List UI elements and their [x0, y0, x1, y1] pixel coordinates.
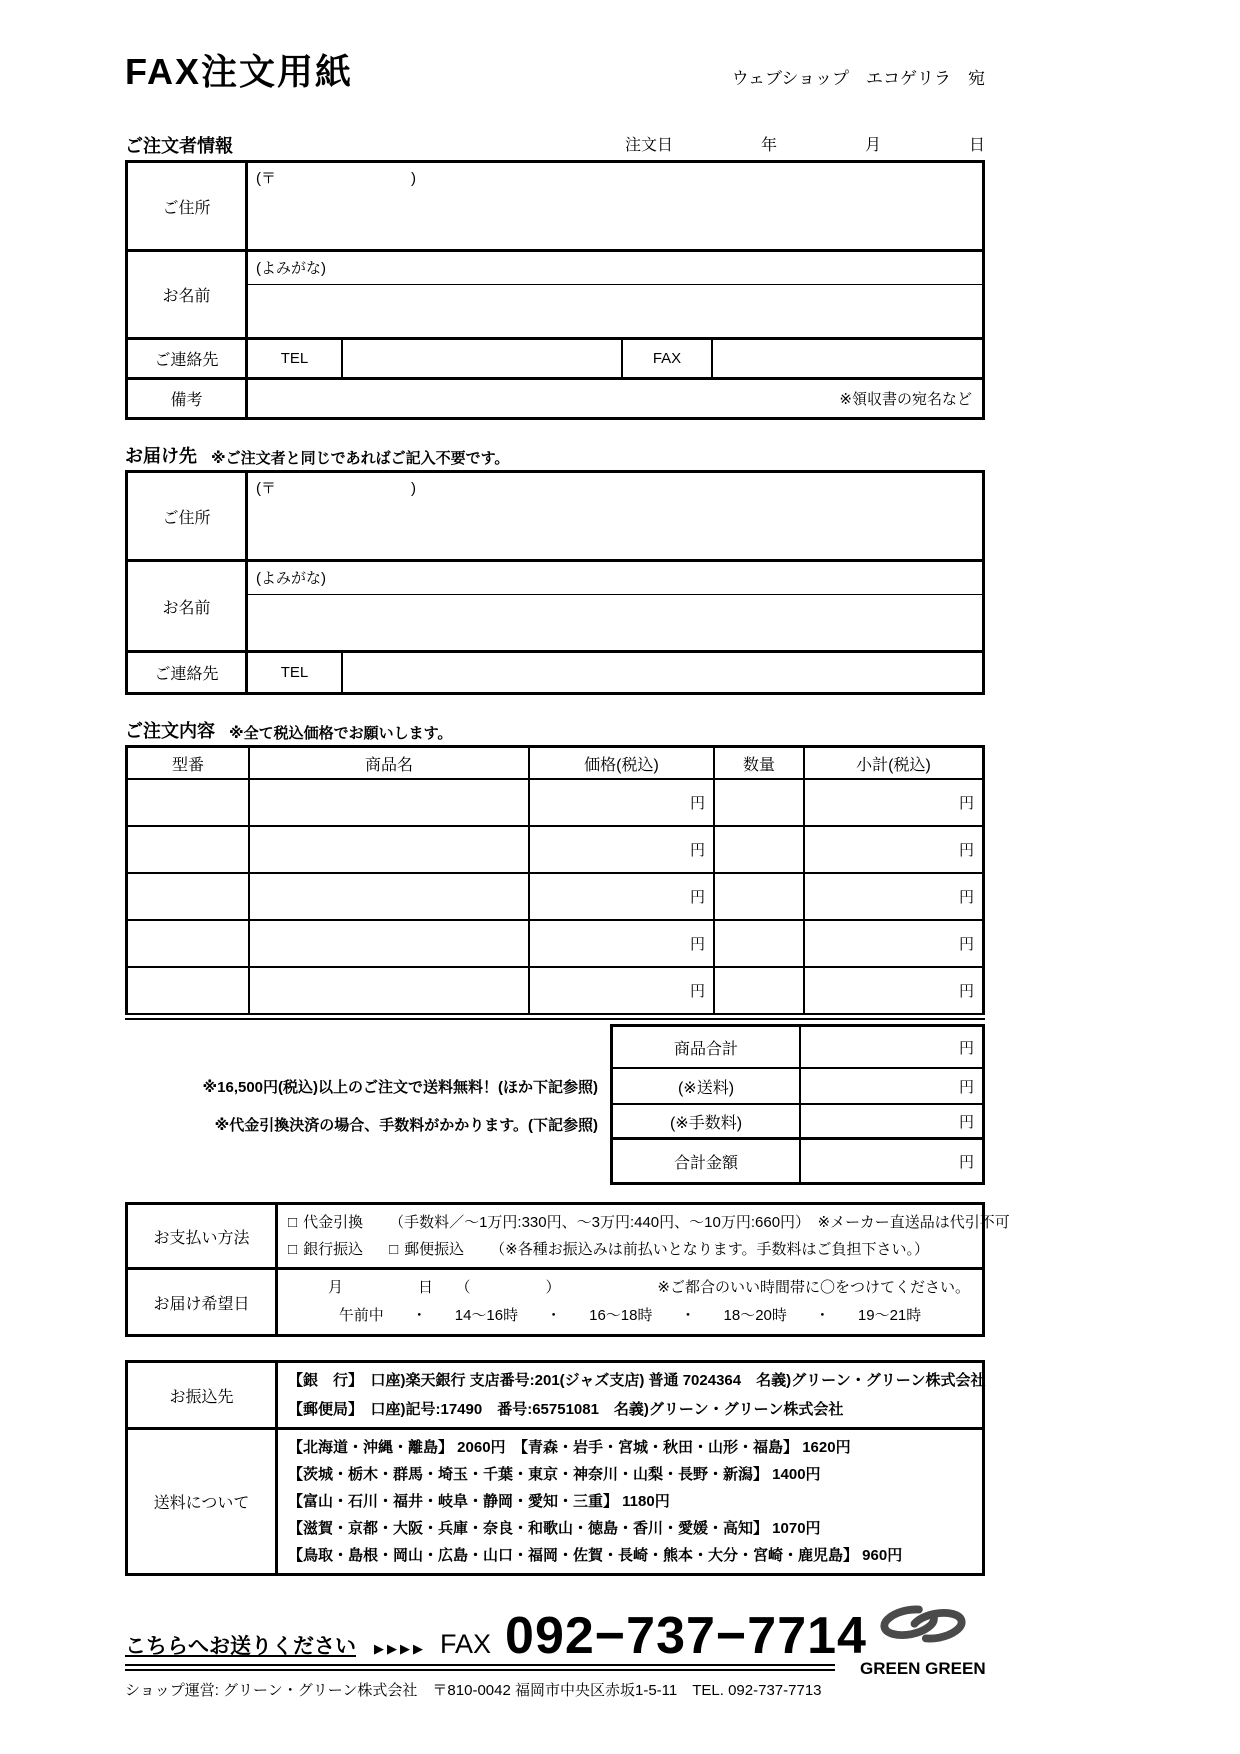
day-label: 日: [968, 137, 985, 154]
handling-fee-input[interactable]: [801, 1105, 982, 1137]
time-slot-option[interactable]: 18～20時: [723, 1307, 787, 1324]
delivery-date-input[interactable]: 月 日 （ ）: [328, 1279, 561, 1296]
column-header-model: 型番: [171, 756, 204, 774]
item-subtotal-input[interactable]: [803, 921, 982, 966]
slot-separator: ・: [814, 1307, 830, 1324]
delivery-section-header: [125, 442, 985, 468]
shipping-cost-line: 【富山・石川・福井・岐阜・静岡・愛知・三重】 1180円: [288, 1493, 670, 1510]
yen-label: 円: [958, 983, 974, 1000]
orderer-contact-row: [128, 337, 982, 377]
item-model-input[interactable]: [128, 827, 248, 872]
orderer-section-header: [125, 132, 985, 158]
item-product-input[interactable]: [248, 827, 528, 872]
column-header-quantity: 数量: [713, 748, 803, 778]
delivery-address-row: [128, 473, 982, 559]
subtotal-row: [613, 1027, 982, 1067]
delivery-date-row: [128, 1267, 982, 1334]
header: [125, 52, 985, 110]
item-product-input[interactable]: [248, 921, 528, 966]
delivery-name-label: お名前: [128, 562, 248, 650]
time-slot-option[interactable]: 午前中: [338, 1307, 384, 1324]
subtotal-label: 商品合計: [613, 1027, 801, 1067]
time-slot-option[interactable]: 16～18時: [589, 1307, 653, 1324]
subtotal-input[interactable]: [801, 1027, 982, 1067]
double-rule: [125, 1018, 985, 1020]
item-product-input[interactable]: [248, 874, 528, 919]
orderer-postal-placeholder: (〒 ): [256, 170, 416, 187]
bank-account-info: 【銀 行】 口座)楽天銀行 支店番号:201(ジャズ支店) 普通 7024364 名義)グリーン・グリーン株式会社: [288, 1372, 986, 1389]
item-price-input[interactable]: [528, 827, 713, 872]
orderer-fax-label: FAX: [623, 340, 713, 377]
orderer-address-row: [128, 163, 982, 249]
item-price-input[interactable]: [528, 968, 713, 1013]
time-slot-options: [288, 1302, 972, 1330]
fax-send-line: [125, 1607, 867, 1671]
payment-table: [125, 1202, 1010, 1337]
item-subtotal-input[interactable]: [803, 874, 982, 919]
order-item-row: [128, 872, 982, 919]
orderer-remarks-note: ※領収書の宛名など: [839, 391, 972, 408]
payment-method-label: お支払い方法: [128, 1205, 278, 1267]
yen-label: 円: [958, 1113, 974, 1131]
item-quantity-input[interactable]: [713, 780, 803, 825]
shop-operator-info: ショップ運営: グリーン・グリーン株式会社 〒810-0042 福岡市中央区赤坂1-5-11 TEL. 092-737-7713: [125, 1682, 822, 1699]
delivery-address-input[interactable]: [248, 473, 982, 559]
page-title: FAX注文用紙: [125, 51, 354, 92]
cod-fee-detail: （手数料／～1万円:330円、～3万円:440円、～10万円:660円） ※メーカー直送品は代引不可: [389, 1214, 1010, 1231]
bank-transfer-checkbox[interactable]: □: [288, 1241, 298, 1258]
order-item-row: [128, 966, 982, 1013]
delivery-contact-row: [128, 650, 982, 692]
shipping-cost-row: [128, 1427, 982, 1573]
column-header-subtotal: 小計(税込): [803, 748, 982, 778]
orderer-info-table: [125, 160, 985, 420]
time-circle-note: ※ご都合のいい時間帯に〇をつけてください。: [657, 1279, 970, 1296]
item-price-input[interactable]: [528, 874, 713, 919]
order-section-note: ※全て税込価格でお願いします。: [229, 725, 453, 742]
orderer-remarks-input[interactable]: [248, 380, 982, 417]
yen-label: 円: [958, 1153, 974, 1171]
bank-transfer-row: [128, 1363, 986, 1427]
grand-total-row: [613, 1137, 982, 1182]
item-model-input[interactable]: [128, 780, 248, 825]
item-subtotal-input[interactable]: [803, 968, 982, 1013]
item-subtotal-input[interactable]: [803, 780, 982, 825]
item-product-input[interactable]: [248, 780, 528, 825]
item-model-input[interactable]: [128, 968, 248, 1013]
orderer-remarks-label: 備考: [128, 380, 248, 417]
item-product-input[interactable]: [248, 968, 528, 1013]
yen-label: 円: [958, 936, 974, 953]
delivery-name-input[interactable]: [248, 595, 982, 650]
slot-separator: ・: [680, 1307, 696, 1324]
yen-label: 円: [958, 1039, 974, 1057]
delivery-tel-input[interactable]: [343, 653, 982, 692]
delivery-address-label: ご住所: [128, 473, 248, 559]
yen-label: 円: [958, 889, 974, 906]
shipping-cost-line: 【滋賀・京都・大阪・兵庫・奈良・和歌山・徳島・香川・愛媛・高知】 1070円: [288, 1520, 821, 1537]
fax-number: 092−737−7714: [505, 1607, 867, 1665]
item-quantity-input[interactable]: [713, 827, 803, 872]
delivery-name-row: [128, 559, 982, 650]
item-quantity-input[interactable]: [713, 968, 803, 1013]
delivery-contact-label: ご連絡先: [128, 653, 248, 692]
orderer-section-title: ご注文者情報: [125, 136, 233, 156]
item-subtotal-input[interactable]: [803, 827, 982, 872]
orderer-tel-label: TEL: [248, 340, 343, 377]
shipping-cost-line: 【北海道・沖縄・離島】 2060円 【青森・岩手・宮城・秋田・山形・福島】 1620円: [288, 1439, 851, 1456]
delivery-section-title: お届け先: [125, 446, 197, 466]
totals-table: [610, 1024, 985, 1185]
slot-separator: ・: [411, 1307, 427, 1324]
yen-label: 円: [958, 795, 974, 812]
order-items-table: [125, 745, 985, 1015]
cod-checkbox[interactable]: □: [288, 1214, 298, 1231]
yen-label: 円: [958, 1078, 974, 1096]
postal-transfer-checkbox[interactable]: □: [389, 1241, 399, 1258]
yen-label: 円: [689, 983, 705, 1000]
bank-transfer-label: お振込先: [128, 1363, 278, 1427]
totals-section: [125, 1024, 985, 1185]
delivery-date-label: お届け希望日: [128, 1270, 278, 1334]
orderer-name-row: [128, 249, 982, 337]
month-label: 月: [864, 137, 881, 154]
item-price-input[interactable]: [528, 921, 713, 966]
bank-shipping-table: [125, 1360, 985, 1576]
cod-fee-note: ※代金引換決済の場合、手数料がかかります。(下記参照): [214, 1117, 598, 1134]
shipping-cost-line: 【鳥取・島根・岡山・広島・山口・福岡・佐賀・長崎・熊本・大分・宮崎・鹿児島】 960円: [288, 1547, 903, 1564]
handling-fee-label: (※手数料): [613, 1105, 801, 1137]
green-green-logo-text: GREEN GREEN: [860, 1659, 986, 1678]
shipping-fee-label: (※送料): [613, 1069, 801, 1103]
green-green-logo: [860, 1596, 985, 1679]
bank-transfer-option-label: 銀行振込: [303, 1241, 364, 1258]
delivery-info-table: [125, 470, 985, 695]
delivery-section-note: ※ご注文者と同じであればご記入不要です。: [211, 450, 510, 467]
shipping-cost-label: 送料について: [128, 1430, 278, 1573]
cod-option-label: 代金引換: [303, 1214, 364, 1231]
payment-method-row: [128, 1205, 1010, 1267]
yen-label: 円: [689, 889, 705, 906]
order-section-header: [125, 717, 985, 743]
item-model-input[interactable]: [128, 874, 248, 919]
orderer-name-label: お名前: [128, 252, 248, 337]
order-item-row: [128, 919, 982, 966]
grand-total-input[interactable]: [801, 1140, 982, 1182]
delivery-postal-placeholder: (〒 ): [256, 480, 416, 497]
orderer-fax-input[interactable]: [713, 340, 982, 377]
item-price-input[interactable]: [528, 780, 713, 825]
column-header-product: 商品名: [248, 748, 528, 778]
orderer-name-input[interactable]: [248, 285, 982, 337]
orderer-address-label: ご住所: [128, 163, 248, 249]
yen-label: 円: [689, 936, 705, 953]
order-item-row: [128, 778, 982, 825]
orderer-furigana-input[interactable]: (よみがな): [248, 252, 982, 285]
orderer-tel-input[interactable]: [343, 340, 623, 377]
item-model-input[interactable]: [128, 921, 248, 966]
time-slot-option[interactable]: 19～21時: [857, 1307, 922, 1324]
delivery-tel-label: TEL: [248, 653, 343, 692]
order-items-header-row: [128, 748, 982, 778]
postal-account-info: 【郵便局】 口座)記号:17490 番号:65751081 名義)グリーン・グリーン株式会社: [288, 1401, 844, 1418]
item-quantity-input[interactable]: [713, 921, 803, 966]
totals-notes: [125, 1024, 610, 1185]
delivery-furigana-input[interactable]: (よみがな): [248, 562, 982, 595]
yen-label: 円: [689, 842, 705, 859]
orderer-contact-label: ご連絡先: [128, 340, 248, 377]
arrows-icon: ▶▶▶▶: [374, 1641, 426, 1656]
column-header-price: 価格(税込): [528, 748, 713, 778]
orderer-remarks-row: [128, 377, 982, 417]
shipping-fee-row: [613, 1067, 982, 1103]
transfer-note: （※各種お振込みは前払いとなります。手数料はご負担下さい。）: [490, 1241, 930, 1258]
free-shipping-note: ※16,500円(税込)以上のご注文で送料無料！(ほか下記参照): [202, 1079, 598, 1096]
send-here-label: こちらへお送りください: [125, 1635, 356, 1658]
recipient-label: ウェブショップ エコゲリラ 宛: [731, 69, 985, 88]
green-green-logo-icon: [871, 1596, 975, 1652]
postal-transfer-option-label: 郵便振込: [404, 1241, 465, 1258]
time-slot-option[interactable]: 14～16時: [454, 1307, 519, 1324]
shipping-cost-line: 【茨城・栃木・群馬・埼玉・千葉・東京・神奈川・山梨・長野・新潟】 1400円: [288, 1466, 821, 1483]
slot-separator: ・: [546, 1307, 562, 1324]
item-quantity-input[interactable]: [713, 874, 803, 919]
yen-label: 円: [689, 795, 705, 812]
orderer-address-input[interactable]: [248, 163, 982, 249]
order-date-row: [625, 132, 985, 158]
order-item-row: [128, 825, 982, 872]
order-date-label: 注文日: [625, 137, 674, 154]
year-label: 年: [760, 137, 777, 154]
handling-fee-row: [613, 1103, 982, 1137]
yen-label: 円: [958, 842, 974, 859]
fax-word-label: FAX: [440, 1629, 492, 1659]
shipping-fee-input[interactable]: [801, 1069, 982, 1103]
order-section-title: ご注文内容: [125, 721, 215, 741]
footer: [125, 1607, 986, 1700]
grand-total-label: 合計金額: [613, 1140, 801, 1182]
